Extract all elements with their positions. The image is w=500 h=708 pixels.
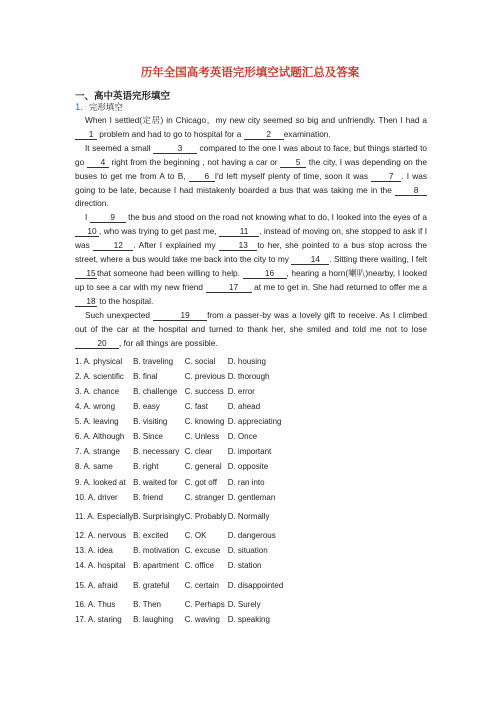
option-cell: 11. A. Especially bbox=[75, 511, 134, 521]
section-heading: 一、高中英语完形填空 bbox=[75, 91, 171, 102]
option-cell: C. office bbox=[184, 561, 214, 571]
option-cell: C. fast bbox=[184, 402, 208, 412]
blank-6: 6 bbox=[189, 171, 215, 182]
option-cell: B. visiting bbox=[133, 417, 168, 427]
blank-2: 2 bbox=[244, 129, 284, 140]
option-row bbox=[75, 460, 427, 475]
option-row bbox=[75, 528, 427, 543]
option-row bbox=[75, 429, 427, 444]
blank-10: 10 bbox=[75, 226, 99, 237]
blank-4: 4 bbox=[87, 157, 109, 168]
passage-paragraph-4: Such unexpected 19 from a passer-by was a lovely gift to receive. As I climbed out of the car at the hospital and turned to thank her, she smiled and told me not to lose 20 , for all things are possible. bbox=[75, 309, 427, 348]
option-cell: B. challenge bbox=[133, 386, 178, 396]
option-cell: C. social bbox=[184, 356, 216, 366]
option-cell: 1. A. physical bbox=[75, 356, 123, 366]
option-row bbox=[75, 612, 427, 627]
blank-5: 5 bbox=[280, 157, 306, 168]
option-cell: 5. A. leaving bbox=[75, 417, 119, 427]
option-cell: B. excited bbox=[133, 531, 169, 541]
option-cell: D. station bbox=[227, 561, 262, 571]
option-cell: D. Normally bbox=[227, 511, 270, 521]
option-cell: D. speaking bbox=[227, 615, 270, 625]
option-cell: 12. A. nervous bbox=[75, 531, 127, 541]
option-cell: B. Surprisingly bbox=[133, 511, 185, 521]
blank-11: 11 bbox=[219, 226, 259, 237]
option-cell: 9. A. looked at bbox=[75, 477, 126, 487]
option-row bbox=[75, 490, 427, 505]
option-cell: 10. A. driver bbox=[75, 492, 118, 502]
option-cell: C. Unless bbox=[184, 432, 220, 442]
option-cell: C. Perhaps bbox=[184, 600, 225, 610]
document-title: 历年全国高考英语完形填空试题汇总及答案 bbox=[140, 65, 360, 79]
blank-20: 20 bbox=[75, 338, 119, 349]
option-row bbox=[75, 574, 427, 598]
option-cell: 6. A. Although bbox=[75, 432, 125, 442]
option-cell: D. Surely bbox=[227, 600, 261, 610]
option-cell: B. apartment bbox=[133, 561, 179, 571]
option-row bbox=[75, 445, 427, 460]
option-cell: D. ran into bbox=[227, 477, 265, 487]
option-cell: D. thorough bbox=[227, 371, 270, 381]
option-cell: D. dangerous bbox=[227, 531, 276, 541]
option-cell: C. previous bbox=[184, 371, 226, 381]
cloze-passage bbox=[75, 114, 427, 350]
options-table bbox=[75, 354, 427, 627]
subsection-number: 1． bbox=[75, 103, 89, 113]
blank-19: 19 bbox=[153, 310, 207, 321]
option-cell: C. got off bbox=[184, 477, 218, 487]
option-cell: 4. A. wrong bbox=[75, 402, 116, 412]
option-cell: D. situation bbox=[227, 546, 268, 556]
blank-9: 9 bbox=[90, 212, 126, 223]
option-cell: B. grateful bbox=[133, 580, 170, 590]
option-cell: D. important bbox=[227, 447, 272, 457]
option-row bbox=[75, 414, 427, 429]
option-cell: 7. A. strange bbox=[75, 447, 120, 457]
option-cell: C. Probably bbox=[184, 511, 227, 521]
option-row bbox=[75, 399, 427, 414]
option-row bbox=[75, 505, 427, 529]
option-cell: C. stranger bbox=[184, 492, 225, 502]
passage-paragraph-2: It seemed a small 3 compared to the one I was about to face, but things started to go 4 right from the beginning , not having a car or 5 the city, I was depending on the buses to get me from A to B, 6 I'd left myself plenty of time, soon it was 7 . I was going to be late, because I had mistakenly boarded a bus that was taking me in the 8 direction. bbox=[75, 142, 427, 209]
option-cell: C. knowing bbox=[184, 417, 225, 427]
option-cell: C. OK bbox=[184, 531, 207, 541]
option-cell: B. friend bbox=[133, 492, 163, 502]
blank-12: 12 bbox=[93, 240, 133, 251]
option-cell: B. necessary bbox=[133, 447, 180, 457]
blank-16: 16 bbox=[243, 268, 287, 279]
option-cell: 13. A. idea bbox=[75, 546, 113, 556]
option-row bbox=[75, 559, 427, 574]
option-cell: D. Once bbox=[227, 432, 258, 442]
option-cell: B. Since bbox=[133, 432, 163, 442]
blank-14: 14 bbox=[291, 254, 329, 265]
option-cell: B. right bbox=[133, 462, 159, 472]
option-cell: D. gentleman bbox=[227, 492, 276, 502]
blank-7: 7 bbox=[371, 171, 401, 182]
option-cell: D. disappointed bbox=[227, 580, 284, 590]
subsection-heading bbox=[75, 101, 123, 113]
option-cell: 14. A. hospital bbox=[75, 561, 126, 571]
option-row bbox=[75, 597, 427, 612]
option-cell: D. error bbox=[227, 386, 255, 396]
blank-8: 8 bbox=[395, 185, 427, 196]
option-cell: C. excuse bbox=[184, 546, 221, 556]
option-cell: D. housing bbox=[227, 356, 266, 366]
option-row bbox=[75, 384, 427, 399]
blank-18: 18 bbox=[75, 296, 97, 307]
subsection-label: 完形填空 bbox=[88, 103, 123, 113]
option-cell: 15. A. afraid bbox=[75, 580, 118, 590]
option-cell: D. appreciating bbox=[227, 417, 282, 427]
option-cell: C. clear bbox=[184, 447, 213, 457]
passage-paragraph-3: I 9 the bus and stood on the road not knowing what to do, I looked into the eyes of a 10 , who was trying to get past me, 11 , instead of moving on, she stopped to ask if I was 12 . After I explained my 13 to her, she pointed to a bus stop across the street, where a bus would take me back into the city to my 14 . Sitting there waiting, I felt 15that someone had been willing to help. 16 , hearing a horn(喇叭)nearby, I looked up to see a car with my new friend 17 at me to get in. She had returned to offer me a 18 to the hospital. bbox=[75, 212, 428, 306]
option-cell: 8. A. same bbox=[75, 462, 113, 472]
option-cell: B. Then bbox=[133, 600, 161, 610]
option-row bbox=[75, 475, 427, 490]
option-row bbox=[75, 369, 427, 384]
option-cell: B. motivation bbox=[133, 546, 180, 556]
option-cell: 16. A. Thus bbox=[75, 600, 116, 610]
option-cell: B. laughing bbox=[133, 615, 174, 625]
option-cell: 3. A. chance bbox=[75, 386, 120, 396]
option-row bbox=[75, 544, 427, 559]
option-cell: B. traveling bbox=[133, 356, 174, 366]
passage-paragraph-1: When I settled(定居) in Chicago，my new city seemed so big and unfriendly. Then I had a 1 problem and had to go to hospital for a 2 examination. bbox=[75, 114, 427, 142]
option-cell: 17. A. staring bbox=[75, 615, 122, 625]
blank-15: 15 bbox=[75, 268, 97, 279]
option-cell: C. success bbox=[184, 386, 224, 396]
option-cell: C. certain bbox=[184, 580, 219, 590]
option-cell: D. ahead bbox=[227, 402, 261, 412]
blank-17: 17 bbox=[206, 282, 252, 293]
option-cell: D. opposite bbox=[227, 462, 269, 472]
blank-3: 3 bbox=[153, 143, 197, 154]
option-cell: C. general bbox=[184, 462, 222, 472]
blank-13: 13 bbox=[219, 240, 257, 251]
option-cell: B. final bbox=[133, 371, 158, 381]
option-cell: C. waving bbox=[184, 615, 220, 625]
option-row bbox=[75, 354, 427, 369]
option-cell: 2. A. scientific bbox=[75, 371, 124, 381]
option-cell: B. waited for bbox=[133, 477, 178, 487]
blank-1: 1 bbox=[75, 129, 97, 140]
option-cell: B. easy bbox=[133, 402, 160, 412]
